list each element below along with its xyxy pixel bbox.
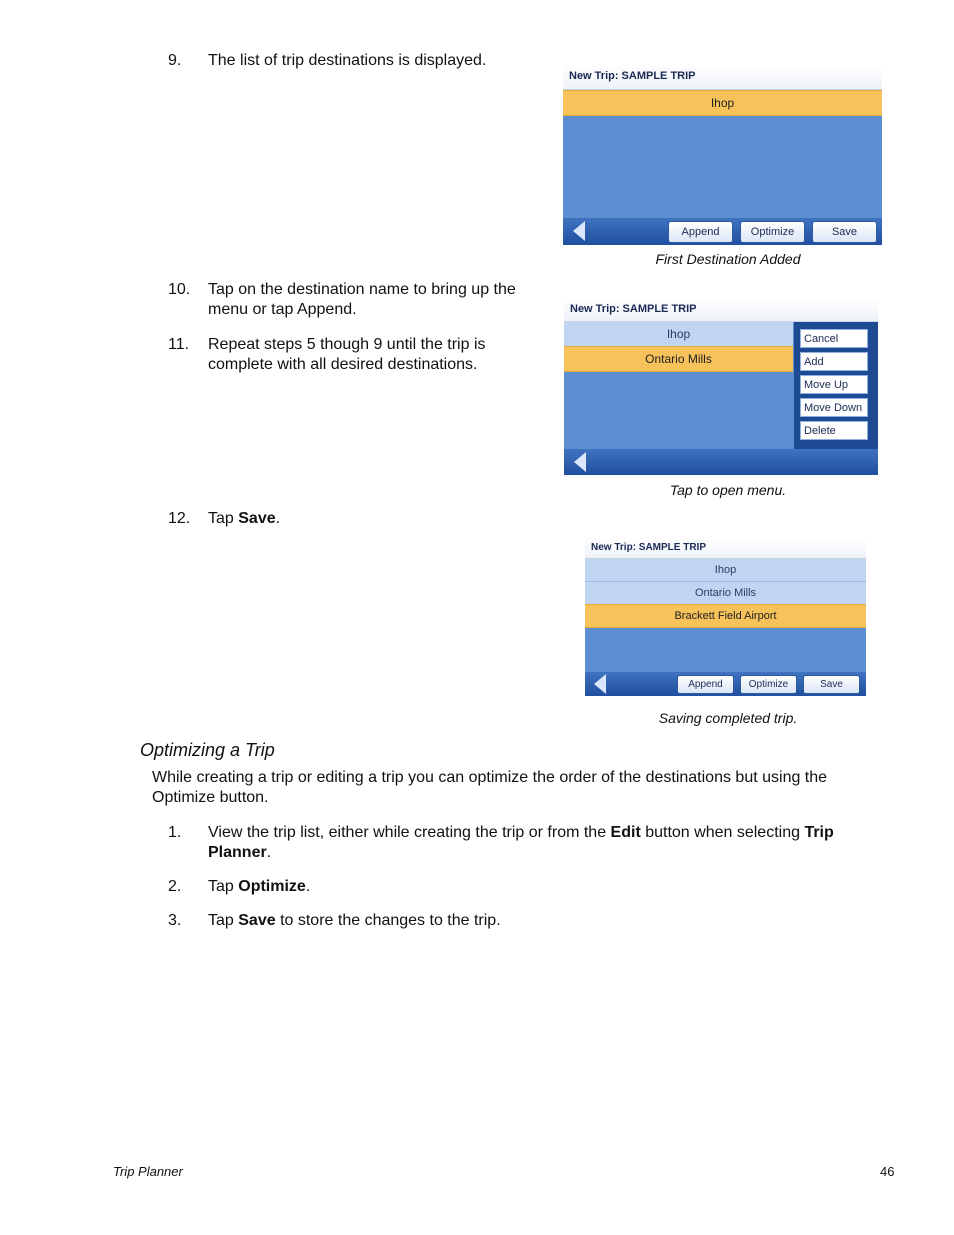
- step-text: The list of trip destinations is displayed.: [208, 52, 487, 69]
- add-menu-item[interactable]: Add: [800, 352, 868, 371]
- figure-caption: Saving completed trip.: [658, 710, 798, 726]
- step-text: Tap Optimize.: [208, 878, 311, 895]
- screen-title: New Trip: SAMPLE TRIP: [563, 64, 882, 90]
- optimize-step-2: [168, 877, 888, 897]
- step-text: Tap Save to store the changes to the trip.: [208, 912, 501, 929]
- step-text: Repeat steps 5 though 9 until the trip is complete with all desired destinations.: [208, 336, 486, 373]
- bottom-bar: [585, 672, 866, 696]
- figure-caption: First Destination Added: [655, 251, 801, 267]
- save-button[interactable]: Save: [812, 221, 877, 243]
- back-arrow-icon[interactable]: [573, 221, 585, 241]
- back-arrow-icon[interactable]: [594, 674, 606, 694]
- row-menu: [794, 322, 878, 449]
- destination-row[interactable]: Ontario Mills: [564, 346, 793, 372]
- destination-row[interactable]: Ihop: [585, 559, 866, 582]
- step-number: 1.: [168, 824, 182, 841]
- optimize-button[interactable]: Optimize: [740, 675, 797, 694]
- cancel-menu-item[interactable]: Cancel: [800, 329, 868, 348]
- screenshot-saving-trip: [585, 537, 866, 696]
- save-button[interactable]: Save: [803, 675, 860, 694]
- step-text: Tap Save.: [208, 510, 281, 527]
- append-button[interactable]: Append: [668, 221, 733, 243]
- bottom-bar: [563, 218, 882, 245]
- move-up-menu-item[interactable]: Move Up: [800, 375, 868, 394]
- step-number: 3.: [168, 912, 182, 929]
- step-9: [168, 51, 538, 71]
- page-number: 46: [880, 1164, 895, 1179]
- step-12: [168, 509, 538, 529]
- step-text: View the trip list, either while creating the trip or from the Edit button when selecting Trip Planner.: [208, 824, 834, 861]
- append-button[interactable]: Append: [677, 675, 734, 694]
- step-number: 12.: [168, 510, 191, 527]
- step-number: 10.: [168, 281, 191, 298]
- optimize-button[interactable]: Optimize: [740, 221, 805, 243]
- screen-title: New Trip: SAMPLE TRIP: [585, 537, 866, 559]
- destination-row[interactable]: Ontario Mills: [585, 582, 866, 605]
- screenshot-open-menu: [564, 297, 878, 475]
- step-10: [168, 280, 538, 320]
- section-title: Optimizing a Trip: [140, 740, 275, 760]
- footer-section-name: Trip Planner: [113, 1164, 183, 1179]
- optimize-step-3: [168, 911, 888, 931]
- step-text: Tap on the destination name to bring up the menu or tap Append.: [208, 281, 516, 318]
- destination-row[interactable]: Brackett Field Airport: [585, 604, 866, 628]
- screenshot-first-destination: [563, 64, 882, 245]
- move-down-menu-item[interactable]: Move Down: [800, 398, 868, 417]
- step-number: 9.: [168, 52, 182, 69]
- step-number: 2.: [168, 878, 182, 895]
- bottom-bar: [564, 449, 878, 475]
- screen-title: New Trip: SAMPLE TRIP: [564, 297, 878, 322]
- step-number: 11.: [168, 336, 190, 353]
- step-11: [168, 335, 538, 375]
- destination-row[interactable]: Ihop: [564, 322, 793, 347]
- destination-row[interactable]: Ihop: [563, 90, 882, 116]
- back-arrow-icon[interactable]: [574, 452, 586, 472]
- section-intro: While creating a trip or editing a trip you can optimize the order of the destinations but using the Optimize button.: [152, 769, 828, 806]
- figure-caption: Tap to open menu.: [669, 482, 787, 498]
- optimize-step-1: [168, 823, 888, 863]
- delete-menu-item[interactable]: Delete: [800, 421, 868, 440]
